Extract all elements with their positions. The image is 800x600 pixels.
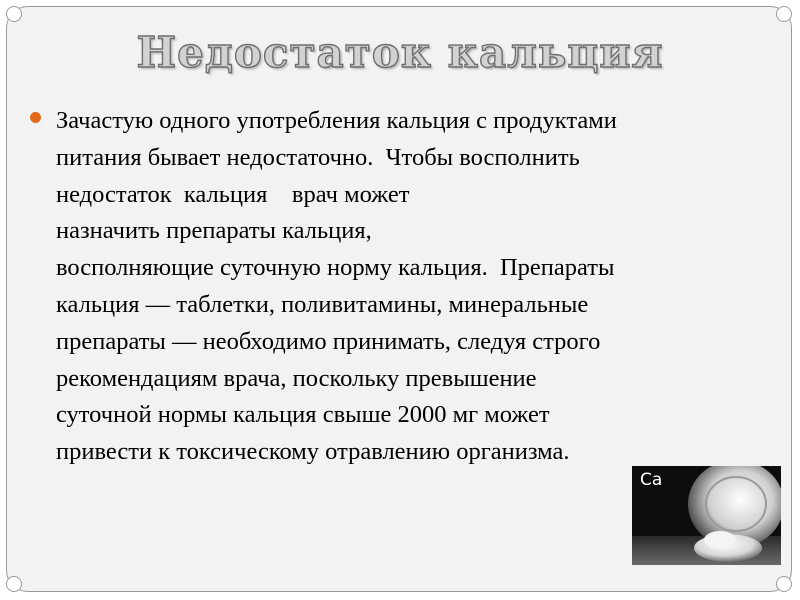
- frame-corner-bottom-right: [776, 576, 792, 592]
- frame-corner-top-right: [776, 6, 792, 22]
- frame-corner-top-left: [6, 6, 22, 22]
- calcium-symbol: Ca: [640, 470, 663, 490]
- calcium-pill-image: [632, 466, 781, 565]
- bullet-dot-icon: [30, 112, 41, 123]
- slide-body-text: Зачастую одного употребления кальция с продуктами питания бывает недостаточно. Чтобы восполнить недостаток кальция врач может назначить препараты кальция, восполняющие суточную норму кальция. Препараты кальция — таблетки, поливитамины, минеральные препараты — необходимо принимать, следуя строго рекомендациям врача, поскольку превышение суточной нормы кальция свыше 2000 мг может привести к токсическому отравлению организма.: [56, 107, 617, 466]
- frame-corner-bottom-left: [6, 576, 22, 592]
- slide-title: Недостаток кальция: [136, 28, 664, 77]
